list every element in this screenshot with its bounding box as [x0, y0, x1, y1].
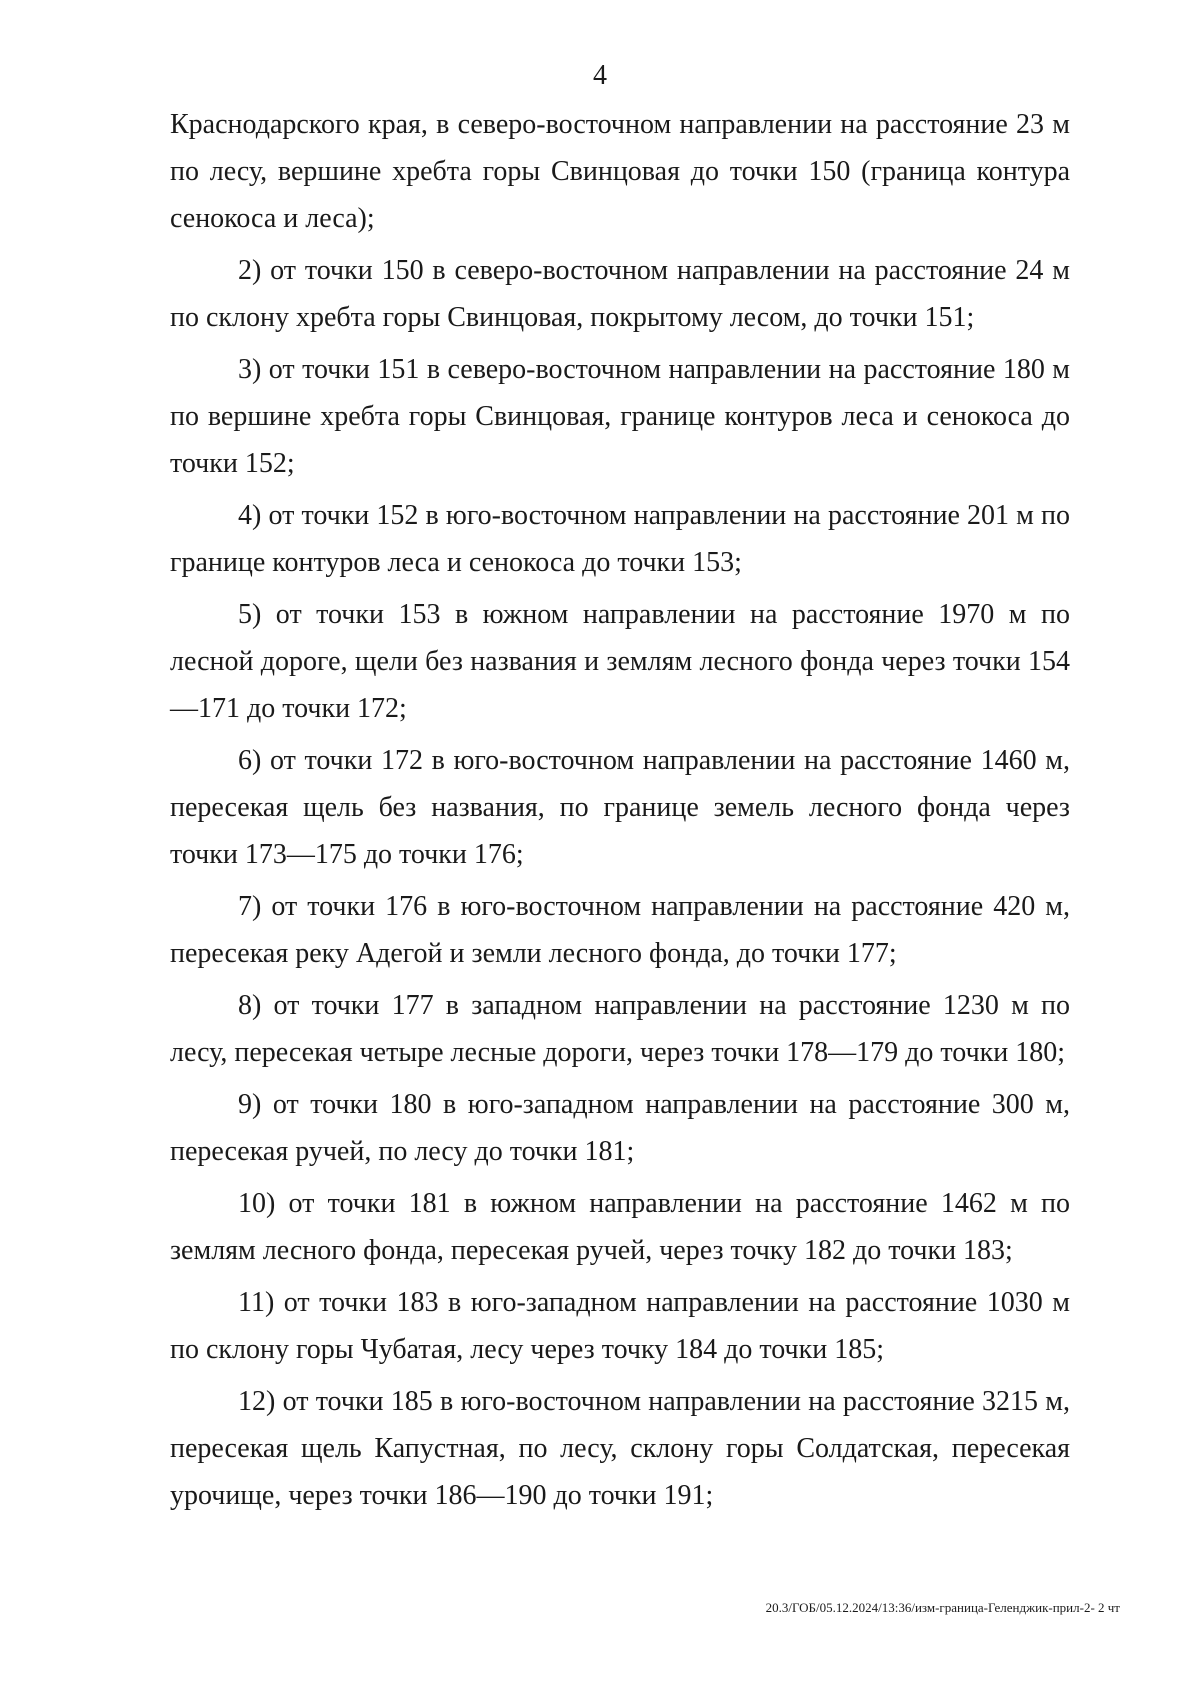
paragraph-item-6: 6) от точки 172 в юго-восточном направлении на расстояние 1460 м, пересекая щель без названия, по границе земель лесного фонда через точки 173—175 до точки 176;: [170, 745, 1070, 870]
paragraph-item-3: 3) от точки 151 в северо-восточном направлении на расстояние 180 м по вершине хребта горы Свинцовая, границе контуров леса и сенокоса до точки 152;: [170, 354, 1070, 479]
paragraph-continuation: Краснодарского края, в северо-восточном направлении на расстояние 23 м по лесу, вершине хребта горы Свинцовая до точки 150 (граница контура сенокоса и леса);: [170, 109, 1070, 234]
paragraph-item-8: 8) от точки 177 в западном направлении на расстояние 1230 м по лесу, пересекая четыре лесные дороги, через точки 178—179 до точки 180;: [170, 990, 1070, 1068]
document-body: [170, 101, 1070, 1524]
page-number: 4: [593, 60, 607, 91]
paragraph-item-7: 7) от точки 176 в юго-восточном направлении на расстояние 420 м, пересекая реку Адегой и земли лесного фонда, до точки 177;: [170, 891, 1070, 969]
paragraph-item-5: 5) от точки 153 в южном направлении на расстояние 1970 м по лесной дороге, щели без названия и землям лесного фонда через точки 154—171 до точки 172;: [170, 599, 1070, 724]
paragraph-item-10: 10) от точки 181 в южном направлении на расстояние 1462 м по землям лесного фонда, пересекая ручей, через точку 182 до точки 183;: [170, 1188, 1070, 1266]
paragraph-item-4: 4) от точки 152 в юго-восточном направлении на расстояние 201 м по границе контуров леса и сенокоса до точки 153;: [170, 500, 1070, 578]
paragraph-item-9: 9) от точки 180 в юго-западном направлении на расстояние 300 м, пересекая ручей, по лесу до точки 181;: [170, 1089, 1070, 1167]
paragraph-item-2: 2) от точки 150 в северо-восточном направлении на расстояние 24 м по склону хребта горы Свинцовая, покрытому лесом, до точки 151;: [170, 255, 1070, 333]
footer-document-code: 20.3/ГОБ/05.12.2024/13:36/изм-граница-Геленджик-прил-2- 2 чт: [765, 1600, 1120, 1615]
paragraph-item-12: 12) от точки 185 в юго-восточном направлении на расстояние 3215 м, пересекая щель Капустная, по лесу, склону горы Солдатская, пересекая урочище, через точки 186—190 до точки 191;: [170, 1386, 1070, 1511]
paragraph-item-11: 11) от точки 183 в юго-западном направлении на расстояние 1030 м по склону горы Чубатая, лесу через точку 184 до точки 185;: [170, 1287, 1070, 1365]
